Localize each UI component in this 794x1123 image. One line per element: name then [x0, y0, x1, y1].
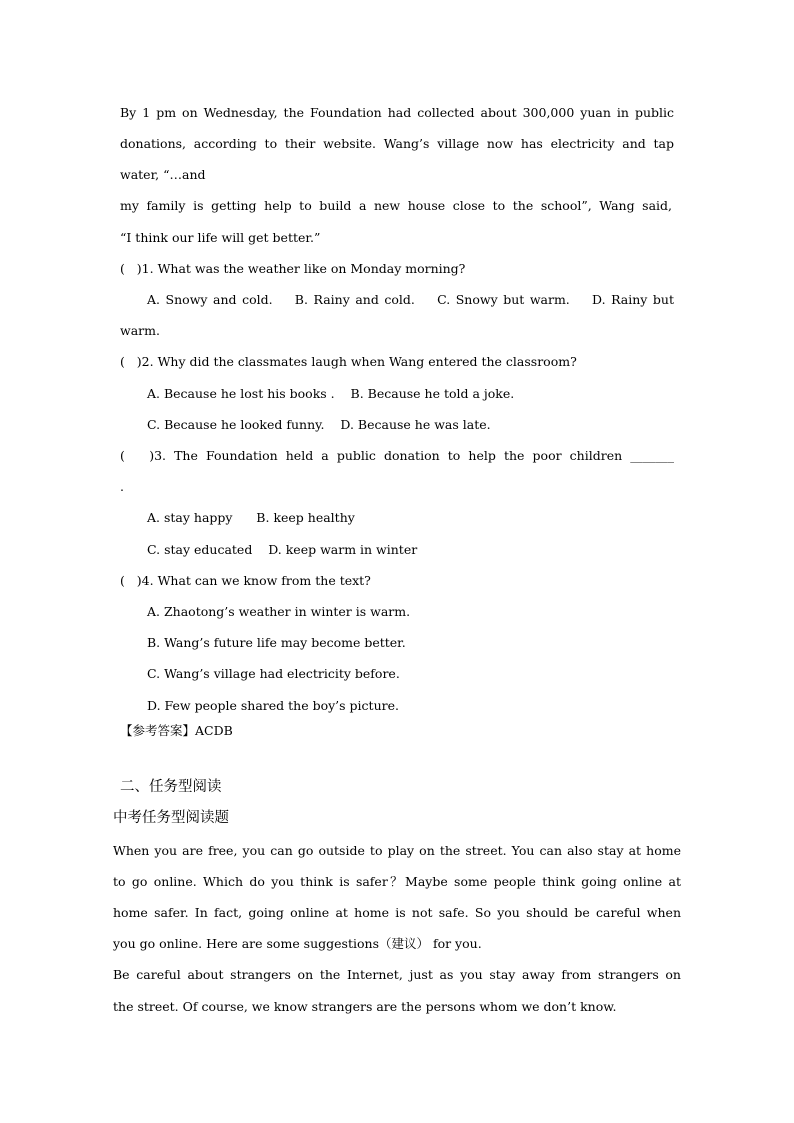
passage-line-4: my family is getting help to build a new house close to the school”, Wang said,	[120, 198, 672, 213]
passage2-line-4: you go online. Here are some suggestions（建议） for you.	[113, 936, 482, 951]
section-subheading: 中考任务型阅读题	[113, 810, 229, 826]
passage-line-3: water, “…and	[120, 167, 206, 182]
question-4-stem: ( )4. What can we know from the text?	[120, 573, 371, 588]
passage-line-1: By 1 pm on Wednesday, the Foundation had collected about 300,000 yuan in public	[120, 105, 674, 120]
question-2-stem: ( )2. Why did the classmates laugh when Wang entered the classroom?	[120, 354, 577, 369]
question-1-stem: ( )1. What was the weather like on Monday morning?	[120, 261, 466, 276]
answer-key: 【参考答案】ACDB	[120, 723, 233, 738]
passage2-line-3: home safer. In fact, going online at home is not safe. So you should be careful when	[113, 905, 681, 920]
passage2-line-2: to go online. Which do you think is safer？Maybe some people think going online at	[113, 874, 681, 889]
question-3-stem-cont: .	[120, 479, 124, 494]
question-3-options-ab: A. stay happy B. keep healthy	[147, 510, 355, 525]
question-4-option-c: C. Wang’s village had electricity before.	[147, 666, 400, 681]
passage-line-5: “I think our life will get better.”	[120, 230, 321, 245]
passage2-line-1: When you are free, you can go outside to play on the street. You can also stay at home	[113, 843, 681, 858]
question-2-options-ab: A. Because he lost his books . B. Because he told a joke.	[147, 386, 515, 401]
question-4-option-a: A. Zhaotong’s weather in winter is warm.	[147, 604, 411, 619]
passage2-line-6: the street. Of course, we know strangers are the persons whom we don’t know.	[113, 999, 617, 1014]
passage-line-2: donations, according to their website. Wang’s village now has electricity and tap	[120, 136, 674, 151]
question-4-option-d: D. Few people shared the boy’s picture.	[147, 698, 399, 713]
question-3-options-cd: C. stay educated D. keep warm in winter	[147, 542, 418, 557]
passage2-line-5: Be careful about strangers on the Internet, just as you stay away from strangers on	[113, 967, 681, 982]
question-4-option-b: B. Wang’s future life may become better.	[147, 635, 406, 650]
question-1-options-cont: warm.	[120, 323, 160, 338]
section-heading: 二、任务型阅读	[120, 779, 222, 795]
question-3-stem: ( )3. The Foundation held a public donation to help the poor children _______	[120, 448, 674, 463]
question-1-options: A. Snowy and cold. B. Rainy and cold. C. Snowy but warm. D. Rainy but	[147, 292, 674, 307]
question-2-options-cd: C. Because he looked funny. D. Because he was late.	[147, 417, 491, 432]
